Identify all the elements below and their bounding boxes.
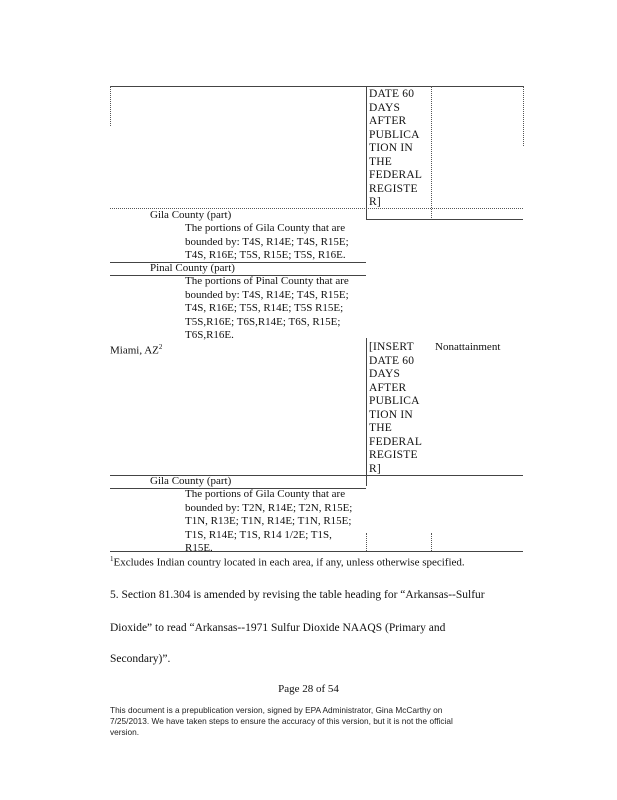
date-column-left-border: [366, 338, 367, 486]
date-line: REGISTE: [369, 182, 418, 195]
date-line: THE: [369, 155, 392, 168]
amendment-line-3: Secondary)”.: [110, 653, 171, 665]
county-description: [185, 222, 365, 263]
classification: Nonattainment: [435, 341, 501, 353]
description-line: The portions of Gila County that are: [185, 488, 346, 500]
amendment-line-1: 5. Section 81.304 is amended by revising the table heading for “Arkansas--Sulfur: [110, 589, 485, 601]
county-description: [185, 488, 365, 556]
table-left-border: [110, 86, 111, 126]
county-label: Gila County (part): [150, 475, 232, 487]
date-line: [INSERT: [369, 341, 414, 353]
footnote-text: Excludes Indian country located in each area, if any, unless otherwise specified.: [113, 556, 465, 569]
date-line: TION IN: [369, 408, 413, 421]
date-line: REGISTE: [369, 449, 418, 461]
date-line: FEDERAL: [369, 169, 423, 181]
notice-line: This document is a prepublication version, signed by EPA Administrator, Gina McCarthy on: [110, 705, 443, 715]
description-line: T4S, R16E; T5S, R14E; T5S R15E;: [185, 302, 344, 314]
description-line: T6S,R16E.: [185, 329, 234, 341]
county-description: [185, 275, 365, 343]
area-name: [110, 341, 162, 358]
row-separator: [110, 262, 366, 263]
description-line: The portions of Gila County that are: [185, 222, 346, 234]
notice-line: version.: [110, 727, 140, 737]
notice-line: 7/25/2013. We have taken steps to ensure the accuracy of this version, but it is not the official: [110, 716, 453, 726]
date-line: TION IN: [369, 142, 413, 154]
description-line: bounded by: T2N, R14E; T2N, R15E;: [185, 501, 353, 514]
area-name-text: Miami, AZ: [110, 344, 159, 357]
description-line: T5S,R16E; T6S,R14E; T6S, R15E;: [185, 315, 341, 328]
table-bottom-border: [110, 551, 523, 552]
date-cell-row1: [369, 88, 433, 210]
date-line: DATE 60: [369, 88, 415, 100]
date-cell-miami: [369, 341, 433, 476]
county-label: Gila County (part): [150, 209, 232, 221]
date-line: AFTER: [369, 381, 407, 394]
table-top-border: [110, 86, 523, 87]
footnote: [110, 553, 465, 570]
county-label: Pinal County (part): [150, 262, 235, 274]
date-line: AFTER: [369, 115, 407, 127]
description-line: T4S, R16E; T5S, R15E; T5S, R16E.: [185, 249, 346, 261]
date-line: FEDERAL: [369, 435, 423, 448]
date-line: R]: [369, 462, 381, 475]
description-line: bounded by: T4S, R14E; T4S, R15E;: [185, 288, 349, 301]
footnote-mark: 2: [158, 343, 163, 351]
date-line: THE: [369, 422, 392, 434]
description-line: T1N, R13E; T1N, R14E; T1N, R15E;: [185, 515, 352, 527]
date-line: DAYS: [369, 101, 401, 114]
row-separator: [366, 219, 523, 220]
date-line: PUBLICA: [369, 395, 420, 407]
description-line: bounded by: T4S, R14E; T4S, R15E;: [185, 235, 349, 248]
table-right-border: [523, 86, 524, 146]
date-line: PUBLICA: [369, 128, 420, 141]
date-line: DATE 60: [369, 354, 415, 367]
date-column-left-border: [366, 86, 367, 220]
description-line: R15E.: [185, 542, 213, 554]
prepublication-notice: [110, 705, 530, 738]
description-line: T1S, R14E; T1S, R14 1/2E; T1S,: [185, 528, 332, 541]
amendment-line-2: Dioxide” to read “Arkansas--1971 Sulfur Dioxide NAAQS (Primary and: [110, 622, 446, 634]
page-number: Page 28 of 54: [278, 683, 339, 695]
date-line: R]: [369, 196, 381, 208]
description-line: The portions of Pinal County that are: [185, 275, 349, 287]
date-column-left-border: [366, 533, 367, 551]
footnote-mark: 1: [110, 555, 114, 563]
date-line: DAYS: [369, 368, 401, 380]
date-column-right-border: [431, 533, 432, 551]
